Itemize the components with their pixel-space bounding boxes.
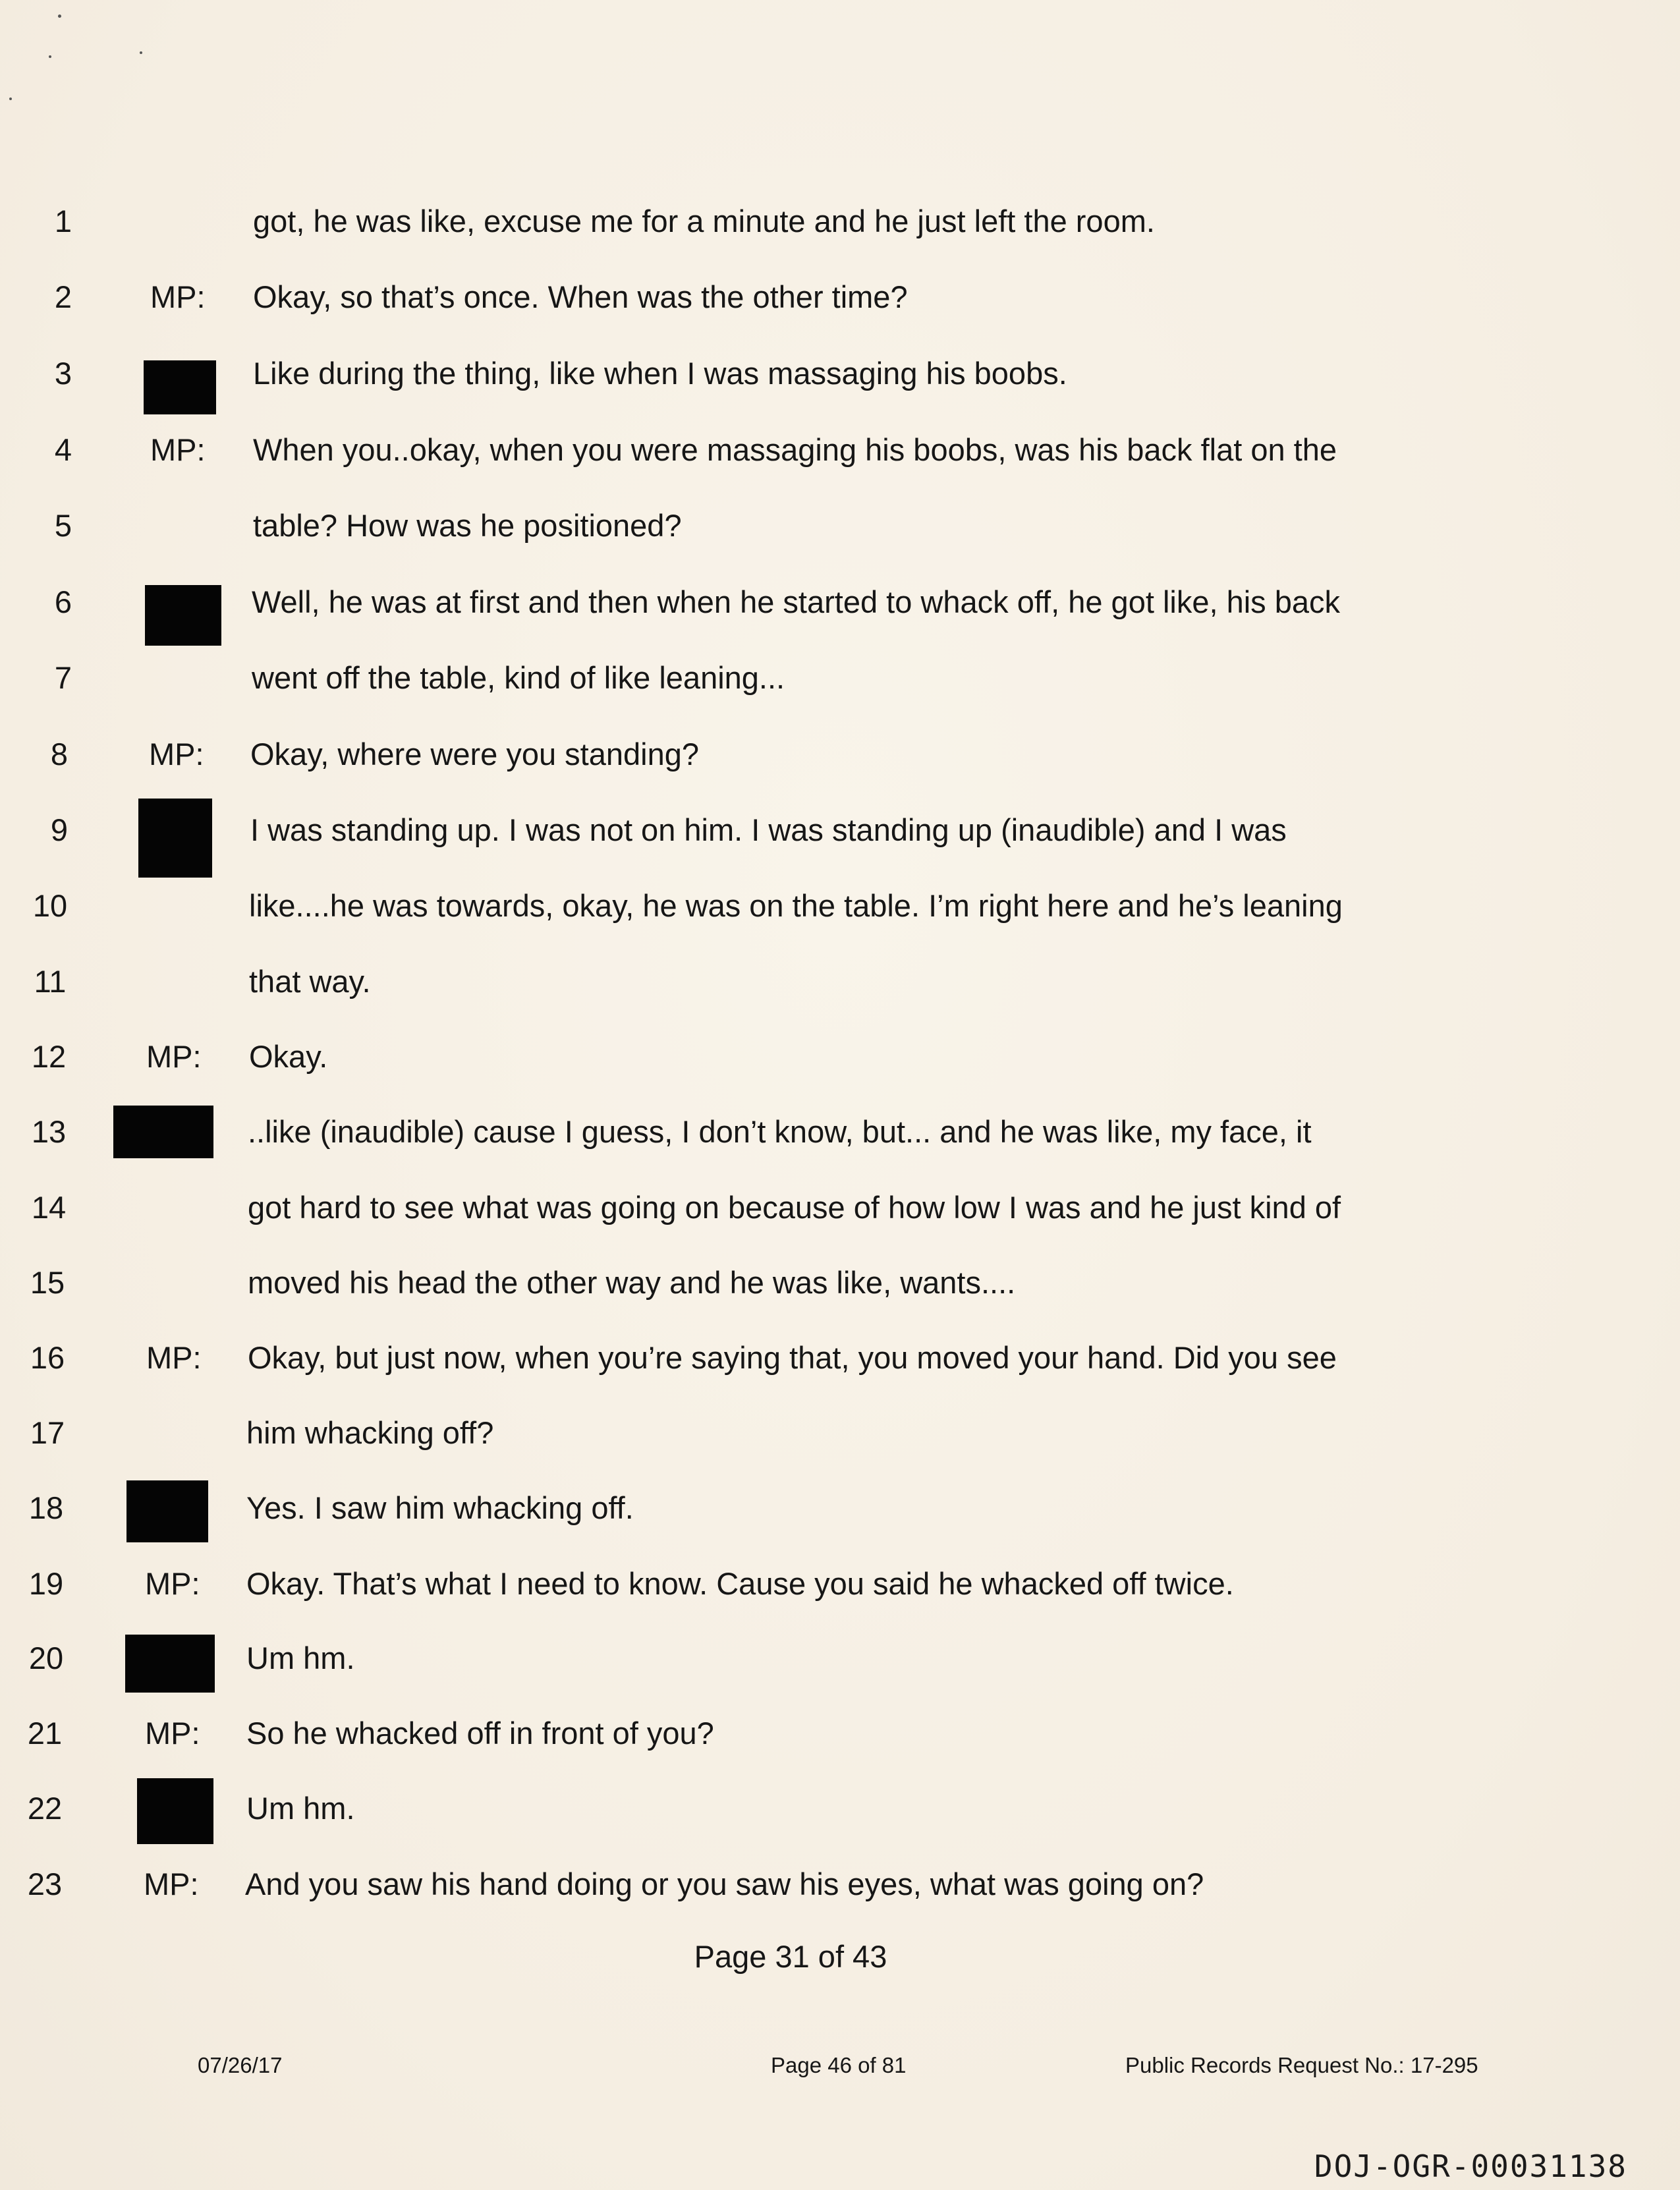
line-text: When you..okay, when you were massaging his boobs, was his back flat on the [253, 432, 1337, 467]
line-number: 15 [30, 1265, 65, 1300]
line-number: 10 [32, 888, 68, 923]
transcript-line [0, 1332, 1680, 1384]
redaction-box [113, 1106, 213, 1158]
line-text: like....he was towards, okay, he was on the table. I’m right here and he’s leaning [249, 888, 1343, 923]
scan-speck [9, 98, 12, 100]
footer-date: 07/26/17 [198, 2053, 283, 2077]
line-text: moved his head the other way and he was like, wants.... [248, 1265, 1016, 1300]
speaker-label: MP: [144, 1867, 199, 1901]
transcript-line [0, 1707, 1680, 1760]
line-text: ..like (inaudible) cause I guess, I don’t know, but... and he was like, my face, it [248, 1114, 1312, 1149]
transcript-line [0, 728, 1680, 781]
line-number: 7 [54, 660, 72, 695]
line-number: 17 [30, 1415, 65, 1450]
line-text: table? How was he positioned? [253, 508, 682, 543]
transcript-line [0, 576, 1680, 629]
line-number: 18 [28, 1490, 64, 1525]
transcript-line [0, 1558, 1680, 1610]
transcript-line [0, 1782, 1680, 1835]
transcript-line [0, 1256, 1680, 1309]
transcript-line [0, 271, 1680, 323]
line-number: 4 [54, 432, 72, 467]
line-number: 13 [31, 1114, 67, 1149]
speaker-label: MP: [150, 279, 206, 314]
footer-request-number: Public Records Request No.: 17-295 [1125, 2053, 1478, 2077]
transcript-line [0, 804, 1680, 856]
line-text: Okay, where were you standing? [250, 737, 699, 772]
transcript-line [0, 1632, 1680, 1685]
speaker-label: MP: [145, 1716, 200, 1751]
line-number: 3 [54, 356, 72, 391]
line-text: Like during the thing, like when I was massaging his boobs. [253, 356, 1067, 391]
transcript-line [0, 1858, 1680, 1911]
transcript-line [0, 1482, 1680, 1534]
redaction-box [137, 1778, 213, 1844]
line-number: 22 [27, 1791, 63, 1826]
scan-speck [49, 55, 51, 58]
transcript-line [0, 1030, 1680, 1083]
line-text: Um hm. [246, 1791, 355, 1826]
line-text: I was standing up. I was not on him. I was standing up (inaudible) and I was [250, 812, 1287, 847]
line-number: 12 [31, 1039, 67, 1074]
line-number: 1 [54, 204, 72, 239]
line-text: And you saw his hand doing or you saw his eyes, what was going on? [245, 1867, 1204, 1901]
line-number: 23 [27, 1867, 63, 1901]
line-text: Okay, but just now, when you’re saying that, you moved your hand. Did you see [248, 1340, 1337, 1375]
speaker-label: MP: [146, 1340, 202, 1375]
line-text: So he whacked off in front of you? [246, 1716, 714, 1751]
transcript-page-number: Page 31 of 43 [694, 1939, 887, 1974]
line-number: 14 [31, 1190, 67, 1225]
line-text: Yes. I saw him whacking off. [246, 1490, 634, 1525]
transcript-line [0, 880, 1680, 932]
line-text: got, he was like, excuse me for a minute and he just left the room. [253, 204, 1155, 239]
scan-speck [140, 51, 142, 54]
line-text: Um hm. [246, 1641, 355, 1675]
speaker-label: MP: [149, 737, 204, 772]
line-text: that way. [249, 964, 371, 999]
redaction-box [144, 360, 216, 414]
footer-page-number: Page 46 of 81 [771, 2053, 907, 2077]
redaction-box [145, 585, 221, 646]
transcript-line [0, 1407, 1680, 1459]
line-text: him whacking off? [246, 1415, 494, 1450]
line-text: Okay. [249, 1039, 328, 1074]
speaker-label: MP: [146, 1039, 202, 1074]
line-number: 20 [28, 1641, 64, 1675]
transcript-line [0, 499, 1680, 552]
transcript-line [0, 424, 1680, 476]
line-number: 5 [54, 508, 72, 543]
line-number: 11 [34, 964, 67, 999]
line-number: 9 [50, 812, 69, 847]
line-number: 6 [54, 584, 72, 619]
redaction-box [138, 799, 212, 878]
transcript-line [0, 195, 1680, 248]
line-text: Okay. That’s what I need to know. Cause you said he whacked off twice. [246, 1566, 1234, 1601]
transcript-line [0, 347, 1680, 400]
line-number: 16 [30, 1340, 65, 1375]
transcript-line [0, 955, 1680, 1008]
transcript-line [0, 1106, 1680, 1158]
redaction-box [125, 1635, 215, 1693]
line-number: 19 [28, 1566, 64, 1601]
line-text: got hard to see what was going on because of how low I was and he just kind of [248, 1190, 1341, 1225]
line-number: 21 [27, 1716, 63, 1751]
scan-speck [58, 14, 61, 18]
redaction-box [126, 1480, 208, 1542]
transcript-line [0, 1181, 1680, 1234]
line-text: Okay, so that’s once. When was the other time? [253, 279, 908, 314]
line-text: Well, he was at first and then when he started to whack off, he got like, his back [252, 584, 1340, 619]
line-number: 2 [54, 279, 72, 314]
transcript-line [0, 652, 1680, 704]
line-text: went off the table, kind of like leaning... [252, 660, 785, 695]
speaker-label: MP: [150, 432, 206, 467]
bates-number: DOJ-OGR-00031138 [1314, 2148, 1627, 2184]
speaker-label: MP: [145, 1566, 200, 1601]
line-number: 8 [50, 737, 69, 772]
